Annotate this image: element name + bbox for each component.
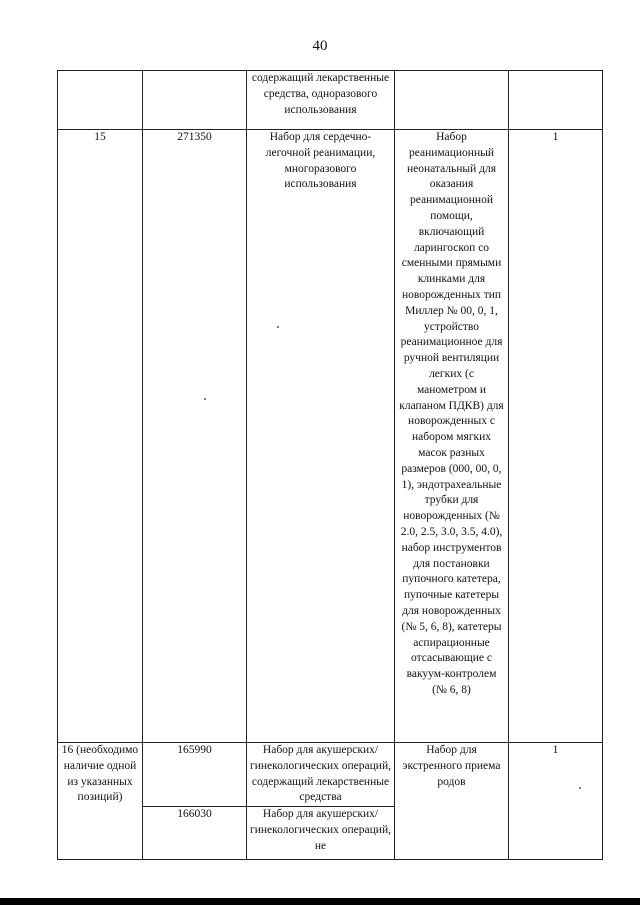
cell-number: 15 — [58, 130, 143, 743]
cell-code: 271350 — [143, 130, 247, 743]
cell-number: 16 (необходимо наличие одной из указанных позиций) — [58, 743, 143, 860]
cell-description — [395, 71, 509, 130]
cell-name: Набор для акушерских/ гинекологических операций, содержащий лекарственные средства — [247, 743, 395, 807]
cell-code: 165990 — [143, 743, 247, 807]
scan-speck — [579, 787, 581, 789]
table-row-16 — [58, 743, 603, 807]
cell-quantity — [509, 71, 603, 130]
cell-number — [58, 71, 143, 130]
cell-description: Набор реанимационный неонатальный для оказания реанимационной помощи, включающий ларингоскоп со сменными прямыми клинками для новорожденных тип Миллер № 00, 0, 1, устройство реанимационное для ручной вентиляции легких (с манометром и клапаном ПДКВ) для новорожденных с набором мягких масок разных размеров (000, 00, 0, 1), эндотрахеальные трубки для новорожденных (№ 2.0, 2.5, 3.0, 3.5, 4.0), набор инструментов для постановки пупочного катетера, пупочные катетеры для новорожденных (№ 5, 6, 8), катетеры аспирационные отсасывающие с вакуум-контролем (№ 6, 8) — [395, 130, 509, 743]
cell-description: Набор для экстренного приема родов — [395, 743, 509, 860]
equipment-table — [57, 70, 603, 860]
page-number: 40 — [312, 38, 328, 54]
cell-quantity: 1 — [509, 743, 603, 860]
cell-quantity: 1 — [509, 130, 603, 743]
table-row-15 — [58, 130, 603, 743]
cell-name: Набор для сердечно-легочной реанимации, многоразового использования — [247, 130, 395, 743]
cell-code: 166030 — [143, 807, 247, 860]
scan-bottom-edge — [0, 898, 640, 905]
scan-speck — [277, 326, 279, 328]
table-row-continued — [58, 71, 603, 130]
cell-code — [143, 71, 247, 130]
cell-name: содержащий лекарственные средства, одноразового использования — [247, 71, 395, 130]
scan-speck — [204, 398, 206, 400]
cell-name: Набор для акушерских/ гинекологических операций, не — [247, 807, 395, 860]
